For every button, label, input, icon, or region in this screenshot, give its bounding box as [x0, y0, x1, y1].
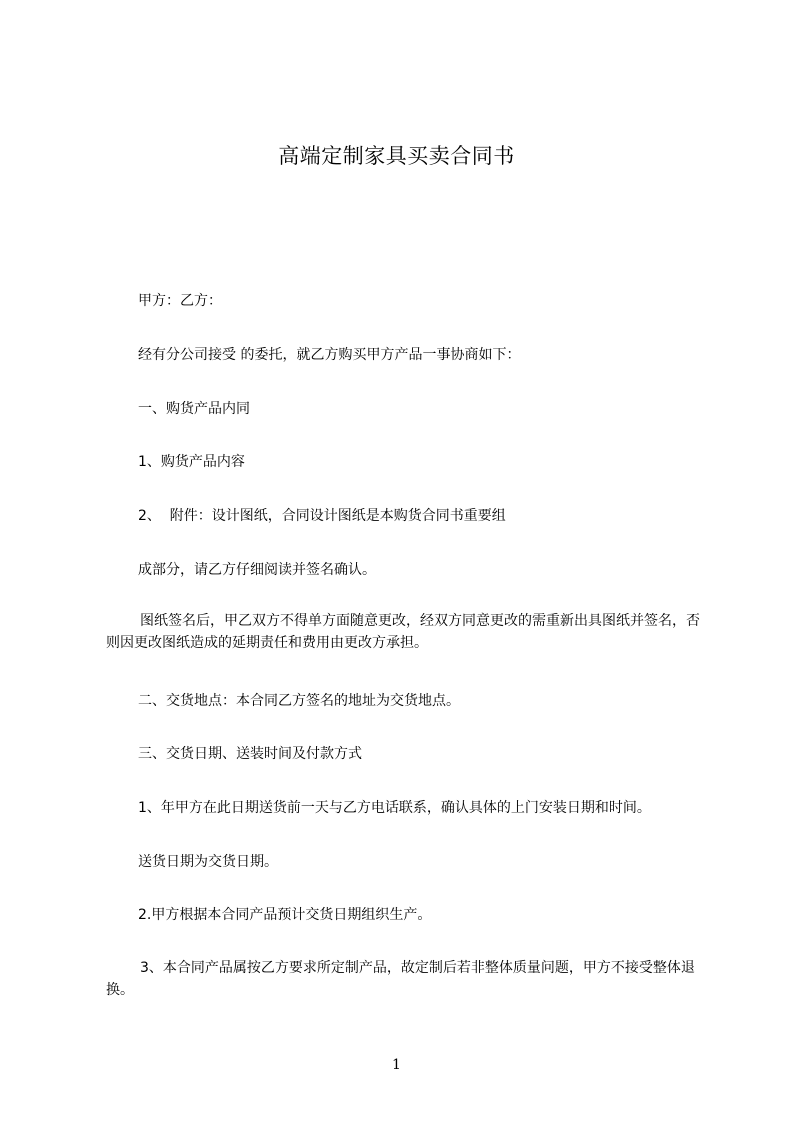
paragraph-drawing-changes: 图纸签名后，甲乙双方不得单方面随意更改，经双方同意更改的需重新出具图纸并签名，否则因更改图纸造成的延期责任和费用由更改方承担。 [106, 613, 700, 651]
clause-3-3: 3、本合同产品属按乙方要求所定制产品，故定制后若非整体质量问题，甲方不接受整体退换。 [106, 960, 695, 998]
clause-1-1: 1、购货产品内容 [138, 454, 245, 470]
page-number: 1 [392, 1057, 401, 1073]
clause-3-1-continued: 送货日期为交货日期。 [138, 854, 278, 870]
clause-1-2-continued: 成部分，请乙方仔细阅读并签名确认。 [138, 562, 376, 578]
clause-3-2: 2.甲方根据本合同产品预计交货日期组织生产。 [138, 907, 432, 923]
section-heading-2: 二、交货地点：本合同乙方签名的地址为交货地点。 [138, 693, 460, 709]
clause-3-1: 1、年甲方在此日期送货前一天与乙方电话联系，确认具体的上门安装日期和时间。 [138, 800, 651, 816]
section-heading-1: 一、购货产品内同 [138, 401, 250, 417]
section-heading-3: 三、交货日期、送装时间及付款方式 [138, 746, 362, 762]
paragraph-intro: 经有分公司接受 的委托，就乙方购买甲方产品一事协商如下： [138, 347, 521, 363]
clause-1-2: 2、 附件：设计图纸，合同设计图纸是本购货合同书重要组 [138, 508, 506, 524]
paragraph-parties: 甲方：乙方： [138, 293, 222, 309]
document-title: 高端定制家具买卖合同书 [278, 144, 515, 168]
